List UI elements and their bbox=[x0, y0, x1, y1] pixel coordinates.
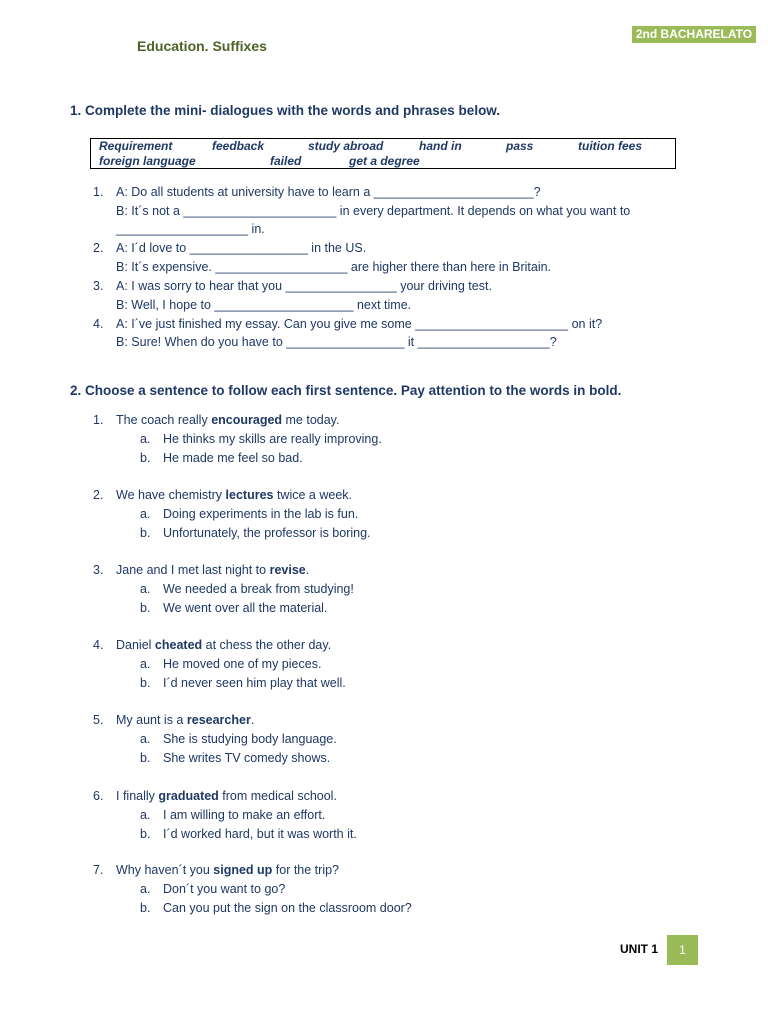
option-b: He made me feel so bad. bbox=[163, 451, 303, 465]
option-letter: b. bbox=[140, 676, 151, 690]
dialogue-line: A: I was sorry to hear that you ________________ your driving test. bbox=[116, 279, 492, 293]
option-letter: b. bbox=[140, 601, 151, 615]
sentence-text: at chess the other day. bbox=[202, 638, 332, 652]
word-item: tuition fees bbox=[578, 139, 643, 153]
option-b: I´d never seen him play that well. bbox=[163, 676, 346, 690]
sentence-text: . bbox=[305, 563, 310, 577]
dialogue-line: B: It´s expensive. ___________________ are higher there than here in Britain. bbox=[116, 260, 552, 274]
item-number: 6. bbox=[93, 789, 104, 803]
prompt-sentence bbox=[116, 713, 254, 727]
word-item: study abroad bbox=[308, 139, 384, 153]
prompt-sentence bbox=[116, 488, 352, 502]
option-a: We needed a break from studying! bbox=[163, 582, 354, 596]
dialogue-line: A: Do all students at university have to learn a _______________________? bbox=[116, 185, 541, 199]
dialogue-line: B: Well, I hope to ____________________ next time. bbox=[116, 298, 412, 312]
page-title: Education. Suffixes bbox=[137, 38, 267, 54]
word-item: hand in bbox=[419, 139, 462, 153]
bold-word: researcher bbox=[186, 713, 251, 727]
word-box bbox=[90, 138, 676, 169]
option-b: Unfortunately, the professor is boring. bbox=[163, 526, 371, 540]
item-number: 1. bbox=[93, 413, 104, 427]
item-number: 1. bbox=[93, 185, 104, 199]
option-a: Doing experiments in the lab is fun. bbox=[163, 507, 359, 521]
sentence-text: The coach really bbox=[116, 413, 212, 427]
dialogue-line: A: I´d love to _________________ in the US. bbox=[116, 241, 367, 255]
option-a: Don´t you want to go? bbox=[163, 882, 286, 896]
sentence-text: Daniel bbox=[116, 638, 155, 652]
item-number: 2. bbox=[93, 241, 104, 255]
prompt-sentence bbox=[116, 563, 309, 577]
word-item: failed bbox=[270, 154, 302, 168]
page-number: 1 bbox=[667, 935, 698, 965]
dialogue-line: B: It´s not a ______________________ in every department. It depends on what you want to bbox=[116, 204, 631, 218]
option-letter: a. bbox=[140, 657, 151, 671]
level-badge: 2nd BACHARELATO bbox=[632, 26, 756, 43]
option-letter: b. bbox=[140, 901, 151, 915]
item-number: 3. bbox=[93, 279, 104, 293]
option-letter: b. bbox=[140, 827, 151, 841]
sentence-text: . bbox=[250, 713, 255, 727]
option-letter: a. bbox=[140, 582, 151, 596]
sentence-text: I finally bbox=[116, 789, 159, 803]
item-number: 3. bbox=[93, 563, 104, 577]
option-a: He thinks my skills are really improving. bbox=[163, 432, 382, 446]
section1-heading: 1. Complete the mini- dialogues with the words and phrases below. bbox=[70, 103, 501, 118]
prompt-sentence bbox=[116, 413, 339, 427]
prompt-sentence bbox=[116, 789, 337, 803]
option-b: I´d worked hard, but it was worth it. bbox=[163, 827, 357, 841]
item-number: 4. bbox=[93, 638, 104, 652]
dialogue-line: B: Sure! When do you have to _________________ it ___________________? bbox=[116, 335, 557, 349]
option-b: She writes TV comedy shows. bbox=[163, 751, 331, 765]
sentence-text: me today. bbox=[282, 413, 340, 427]
sentence-text: Jane and I met last night to bbox=[116, 563, 270, 577]
sentence-text: My aunt is a bbox=[116, 713, 187, 727]
dialogue-line: A: I´ve just finished my essay. Can you give me some ______________________ on it? bbox=[116, 317, 603, 331]
word-item: pass bbox=[506, 139, 534, 153]
sentence-text: We have chemistry bbox=[116, 488, 226, 502]
option-letter: a. bbox=[140, 732, 151, 746]
word-item: feedback bbox=[212, 139, 265, 153]
sentence-text: for the trip? bbox=[272, 863, 339, 877]
option-letter: b. bbox=[140, 526, 151, 540]
bold-word: signed up bbox=[213, 863, 273, 877]
option-a: He moved one of my pieces. bbox=[163, 657, 322, 671]
bold-word: cheated bbox=[154, 638, 203, 652]
option-letter: b. bbox=[140, 751, 151, 765]
prompt-sentence bbox=[116, 638, 331, 652]
bold-word: graduated bbox=[158, 789, 219, 803]
bold-word: revise bbox=[269, 563, 306, 577]
item-number: 5. bbox=[93, 713, 104, 727]
item-number: 7. bbox=[93, 863, 104, 877]
bold-word: encouraged bbox=[211, 413, 283, 427]
section2-heading: 2. Choose a sentence to follow each first sentence. Pay attention to the words in bold. bbox=[70, 383, 622, 398]
bold-word: lectures bbox=[225, 488, 274, 502]
sentence-text: twice a week. bbox=[273, 488, 352, 502]
word-item: Requirement bbox=[99, 139, 173, 153]
sentence-text: from medical school. bbox=[218, 789, 337, 803]
option-b: We went over all the material. bbox=[163, 601, 328, 615]
prompt-sentence bbox=[116, 863, 339, 877]
item-number: 2. bbox=[93, 488, 104, 502]
option-letter: b. bbox=[140, 451, 151, 465]
option-a: She is studying body language. bbox=[163, 732, 337, 746]
option-a: I am willing to make an effort. bbox=[163, 808, 326, 822]
item-number: 4. bbox=[93, 317, 104, 331]
word-item: get a degree bbox=[349, 154, 420, 168]
option-b: Can you put the sign on the classroom door? bbox=[163, 901, 412, 915]
option-letter: a. bbox=[140, 808, 151, 822]
unit-label: UNIT 1 bbox=[620, 942, 659, 956]
option-letter: a. bbox=[140, 507, 151, 521]
dialogue-line: ___________________ in. bbox=[116, 222, 265, 236]
sentence-text: Why haven´t you bbox=[116, 863, 214, 877]
word-item: foreign language bbox=[99, 154, 196, 168]
option-letter: a. bbox=[140, 432, 151, 446]
option-letter: a. bbox=[140, 882, 151, 896]
